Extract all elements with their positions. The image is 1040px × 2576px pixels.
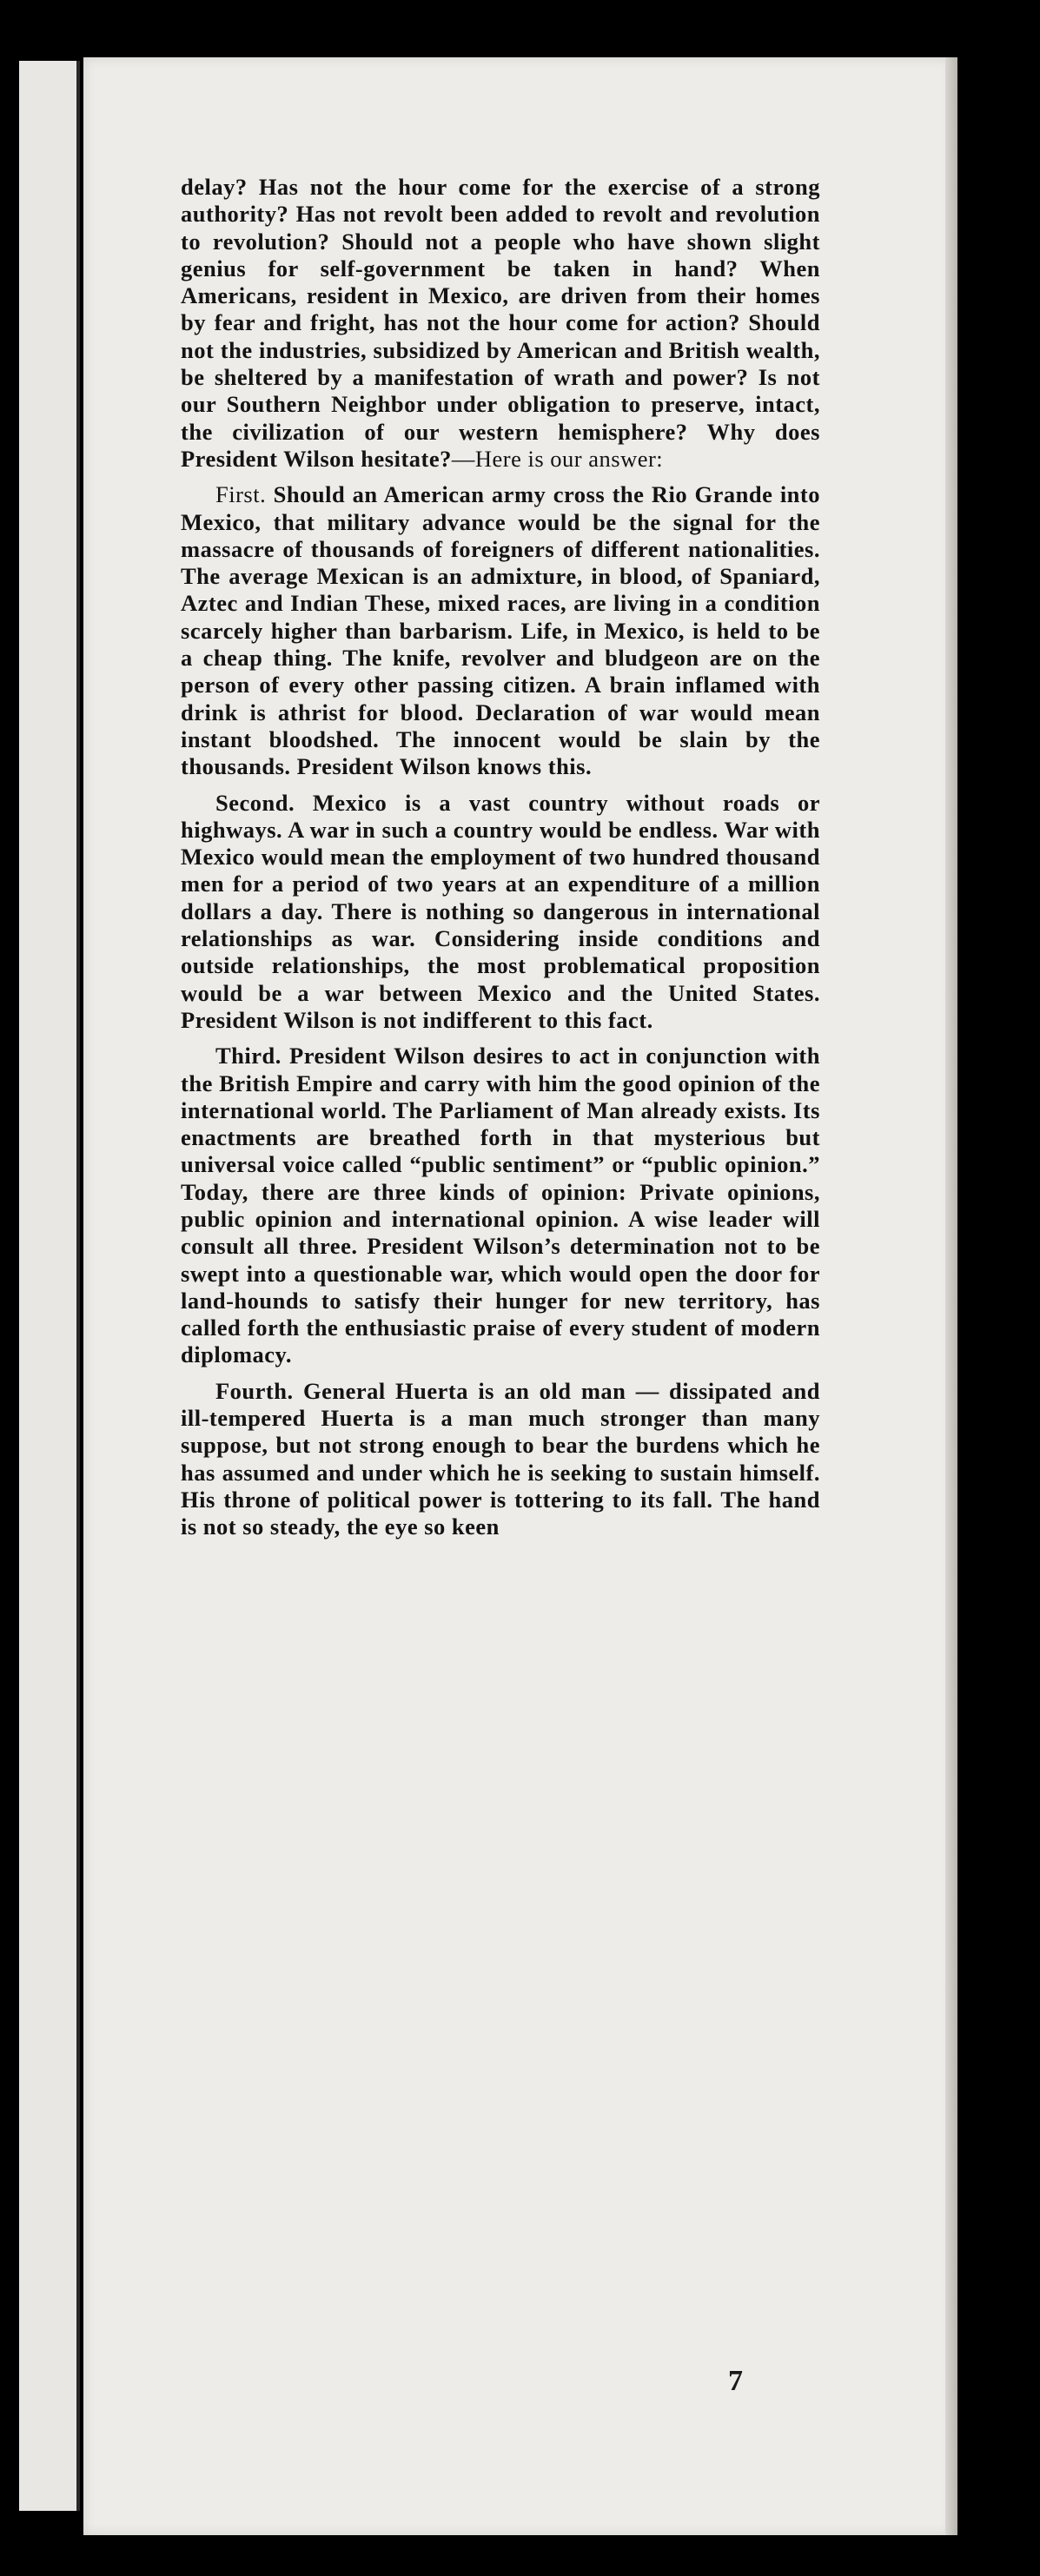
text-column: [181, 174, 820, 1550]
text-segment: —Here is our answer:: [451, 445, 664, 472]
text-segment: First.: [215, 481, 274, 508]
text-segment-bold: Fourth. General Huerta is an old man — dissipated and ill-tempered Huerta is a man much stronger than many suppose, but not strong enough to bear the burdens which he has assumed and under which he is seeking to sustain himself. His throne of political power is tottering to its fall. The hand is not so steady, the eye so keen: [181, 1377, 820, 1540]
paragraph-fourth: [181, 1378, 820, 1541]
text-segment-bold: Second. Mexico is a vast country without roads or highways. A war in such a country would be endless. War with Mexico would mean the employment of two hundred thousand men for a period of two years at an expenditure of a million dollars a day. There is nothing so dangerous in international relationships as war. Considering inside conditions and outside relationships, the most problematical proposition would be a war between Mexico and the United States. President Wilson is not indifferent to this fact.: [181, 789, 820, 1033]
page-right-edge: [945, 57, 957, 2535]
previous-page-strip: [19, 61, 78, 2511]
text-segment-bold: Should an American army cross the Rio Grande into Mexico, that military advance would be the signal for the massacre of thousands of foreigners of different nationalities. The average Mexican is an admixture, in blood, of Spaniard, Aztec and Indian These, mixed races, are living in a condition scarcely higher than barbarism. Life, in Mexico, is held to be a cheap thing. The knife, revolver and bludgeon are on the person of every other passing citizen. A brain inflamed with drink is athrist for blood. Declaration of war would mean instant bloodshed. The innocent would be slain by the thousands. President Wilson knows this.: [181, 481, 820, 780]
page-number: 7: [728, 2365, 743, 2397]
paragraph-third: [181, 1043, 820, 1369]
text-segment-bold: Third. President Wilson desires to act in conjunction with the British Empire and carry with him the good opinion of the international world. The Parliament of Man already exists. Its enactments are breathed forth in that mysterious but universal voice called “public sentiment” or “public opinion.” Today, there are three kinds of opinion: Private opinions, public opinion and international opinion. A wise leader will consult all three. President Wilson’s determination not to be swept into a questionable war, which would open the door for land-hounds to satisfy their hunger for new territory, has called forth the enthusiastic praise of every student of modern diplomacy.: [181, 1043, 820, 1368]
page-gutter: [76, 61, 80, 2511]
paragraph-opening: [181, 174, 820, 473]
paragraph-second: [181, 790, 820, 1035]
paragraph-first: [181, 481, 820, 780]
text-segment-bold: delay? Has not the hour come for the exercise of a strong authority? Has not revolt been added to revolt and revolution to revolution? Should not a people who have shown slight genius for self-government be taken in hand? When Americans, resident in Mexico, are driven from their homes by fear and fright, has not the hour come for action? Should not the industries, subsidized by American and British wealth, be sheltered by a manifestation of wrath and power? Is not our Southern Neighbor under obligation to preserve, intact, the civilization of our western hemisphere? Why does President Wilson hesitate?: [181, 174, 820, 472]
